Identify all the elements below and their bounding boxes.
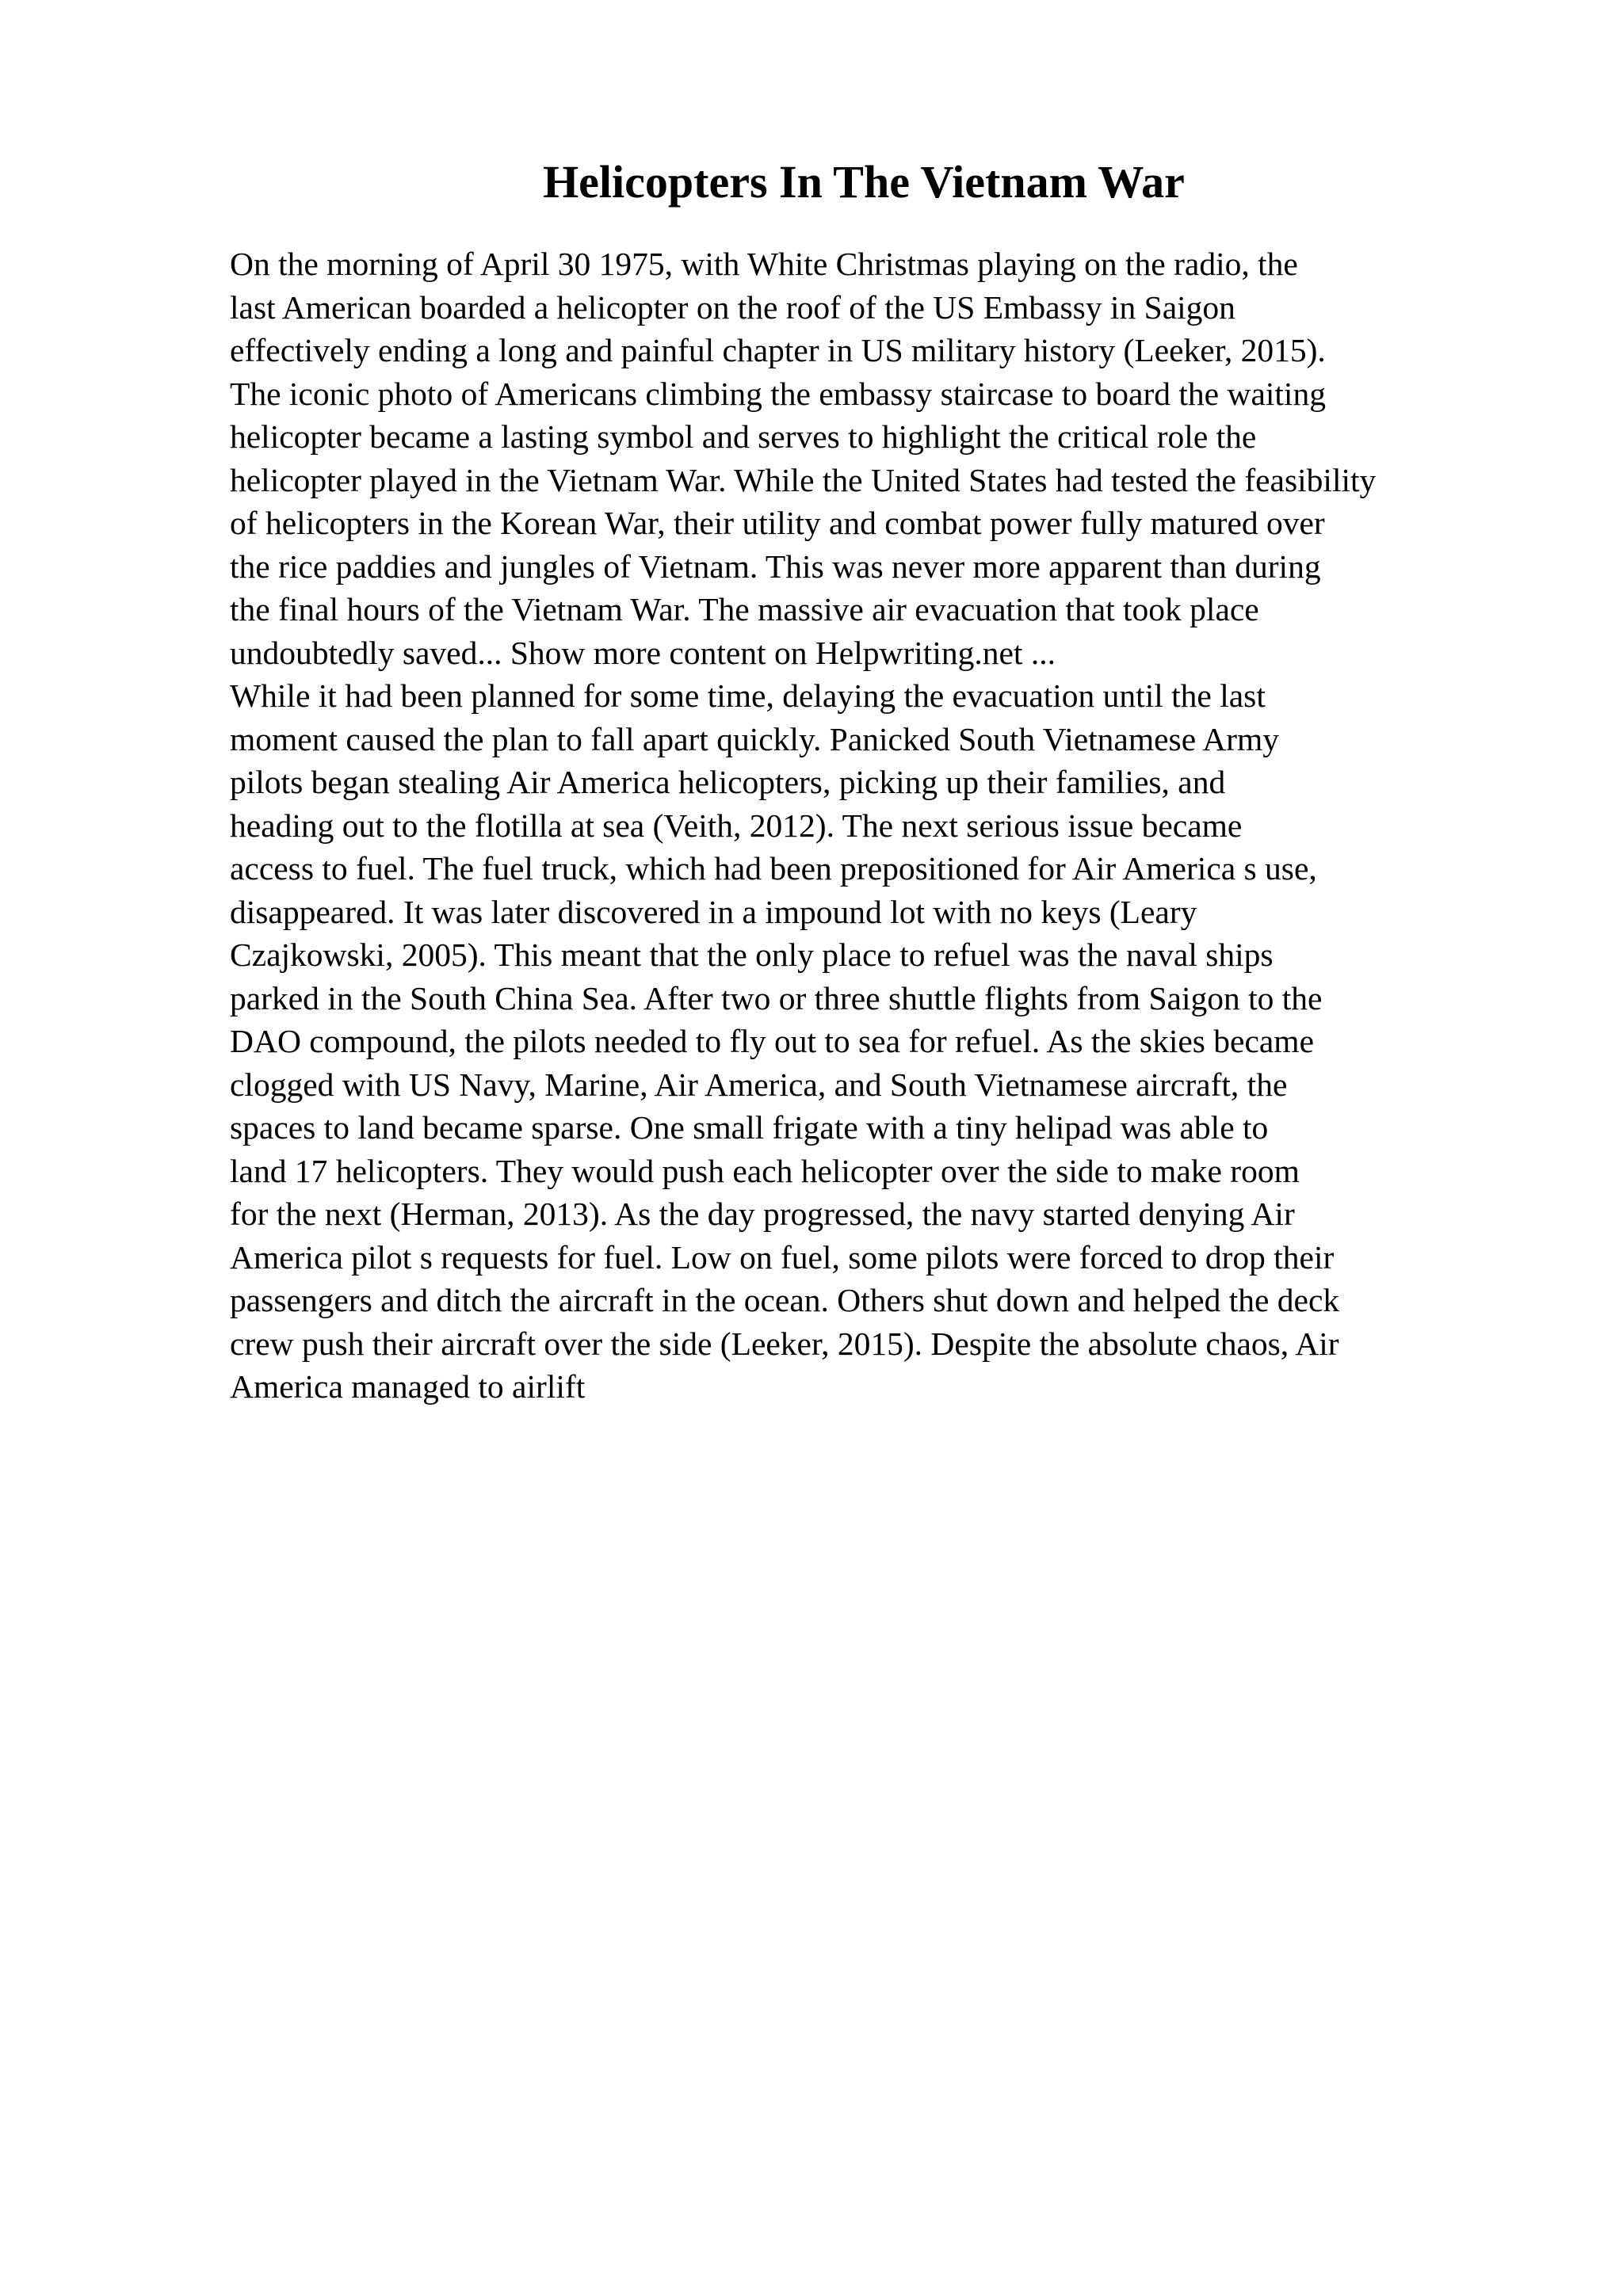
body-line: heading out to the flotilla at sea (Veith, 2012). The next serious issue became (230, 807, 1243, 844)
body-line: disappeared. It was later discovered in a impound lot with no keys (Leary (230, 893, 1197, 930)
body-line: The iconic photo of Americans climbing the embassy staircase to board the waiting (230, 375, 1326, 412)
body-line: pilots began stealing Air America helicopters, picking up their families, and (230, 764, 1226, 800)
body-line: land 17 helicopters. They would push each helicopter over the side to make room (230, 1152, 1300, 1189)
document-body (230, 242, 1609, 1409)
body-line: the final hours of the Vietnam War. The massive air evacuation that took place (230, 591, 1259, 627)
body-line: passengers and ditch the aircraft in the ocean. Others shut down and helped the deck (230, 1282, 1340, 1318)
body-line: helicopter played in the Vietnam War. While the United States had tested the feasibility (230, 461, 1377, 498)
body-line: On the morning of April 30 1975, with White Christmas playing on the radio, the (230, 246, 1298, 282)
document-title: Helicopters In The Vietnam War (543, 156, 1185, 208)
body-line: Czajkowski, 2005). This meant that the only place to refuel was the naval ships (230, 936, 1274, 973)
body-line: clogged with US Navy, Marine, Air America, and South Vietnamese aircraft, the (230, 1066, 1288, 1103)
body-line: While it had been planned for some time, delaying the evacuation until the last (230, 677, 1266, 714)
body-line: helicopter became a lasting symbol and serves to highlight the critical role the (230, 418, 1257, 455)
body-line: moment caused the plan to fall apart quickly. Panicked South Vietnamese Army (230, 720, 1280, 757)
body-line: DAO compound, the pilots needed to fly out to sea for refuel. As the skies became (230, 1023, 1315, 1059)
body-line: spaces to land became sparse. One small frigate with a tiny helipad was able to (230, 1109, 1269, 1146)
body-line: the rice paddies and jungles of Vietnam. This was never more apparent than during (230, 547, 1321, 585)
body-line: effectively ending a long and painful chapter in US military history (Leeker, 2015). (230, 332, 1326, 368)
body-line: crew push their aircraft over the side (Leeker, 2015). Despite the absolute chaos, Air (230, 1325, 1339, 1362)
body-line: parked in the South China Sea. After two or three shuttle flights from Saigon to the (230, 979, 1323, 1016)
body-line: America pilot s requests for fuel. Low on fuel, some pilots were forced to drop their (230, 1238, 1335, 1276)
body-line: last American boarded a helicopter on the roof of the US Embassy in Saigon (230, 288, 1235, 326)
body-line: of helicopters in the Korean War, their utility and combat power fully matured over (230, 505, 1325, 541)
body-line: access to fuel. The fuel truck, which had been prepositioned for Air America s use, (230, 850, 1317, 887)
body-line: undoubtedly saved... Show more content on Helpwriting.net ... (230, 634, 1056, 671)
body-line: for the next (Herman, 2013). As the day progressed, the navy started denying Air (230, 1196, 1295, 1232)
body-line: America managed to airlift (230, 1368, 586, 1405)
